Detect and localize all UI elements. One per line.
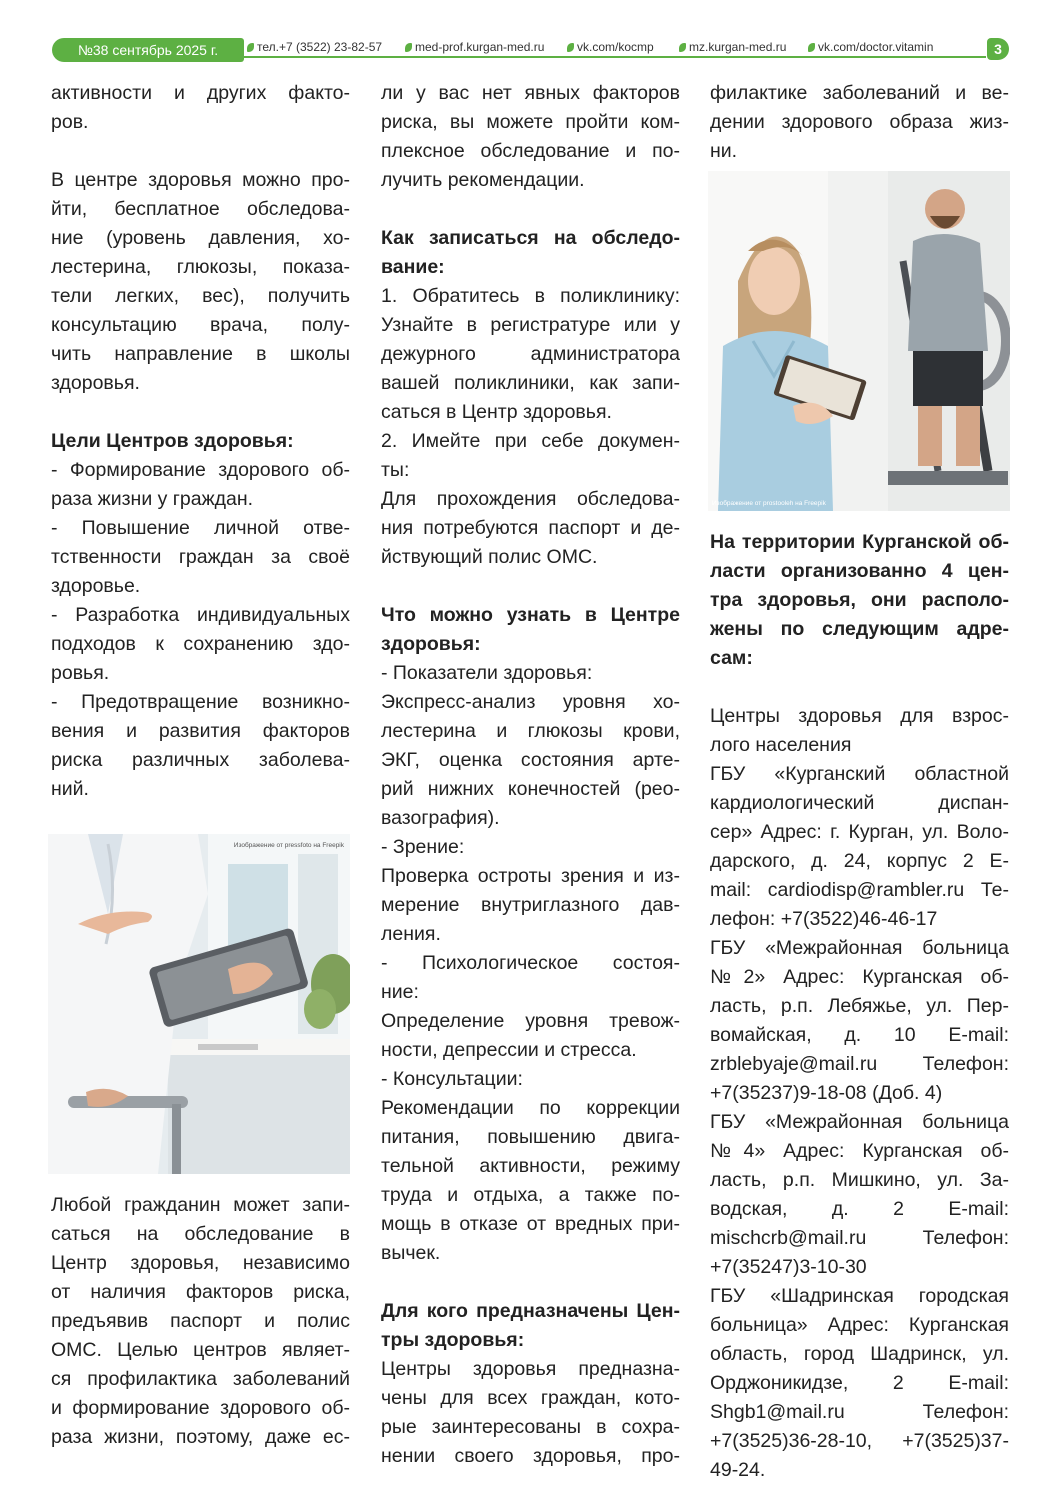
text-line: ний. — [51, 778, 89, 800]
text-line: Центр здоровья, независимо — [51, 1252, 350, 1274]
column-3-text — [710, 79, 1009, 166]
text-line: ние (уровень давления, хо- — [51, 227, 350, 249]
address-line: ГБУ «Межрайонная больница — [710, 1111, 1009, 1133]
section-heading-who-is-it-for: Для кого предназначены Цен- — [381, 1300, 680, 1322]
text-line: риска, вы можете пройти ком- — [381, 111, 680, 133]
section-heading-locations: ласти организованно 4 цен- — [710, 560, 1009, 582]
text-line: плексное обследование и по- — [381, 140, 680, 162]
text-line: йствующий полис ОМС. — [381, 546, 598, 568]
text-line: ние: — [381, 981, 419, 1003]
phone-line: +7(3525)36-28-10, +7(3525)37- — [710, 1430, 1009, 1452]
page-header — [0, 0, 1061, 70]
nurse-illustration — [708, 171, 1010, 511]
doctor-illustration — [48, 834, 350, 1174]
leaf-icon — [405, 43, 412, 52]
text-line: тственности граждан за своё — [51, 546, 350, 568]
address-line: ГБУ «Межрайонная больница — [710, 937, 1009, 959]
text-line: Проверка остроты зрения и из- — [381, 865, 680, 887]
text-line: мощь в отказе от вредных при- — [381, 1213, 680, 1235]
leaf-icon — [808, 43, 815, 52]
contact-vk-doctor-link[interactable]: vk.com/doctor.vitamin — [808, 38, 933, 56]
address-line: дарского, д. 24, корпус 2 E- — [710, 850, 1009, 872]
text-line: ни. — [710, 140, 738, 162]
text-line: йти, бесплатное обследова- — [51, 198, 350, 220]
email-line: mischcrb@mail.ru Телефон: — [710, 1227, 1009, 1249]
text-line: - Формирование здорового об- — [51, 459, 350, 481]
leaf-icon — [247, 43, 254, 52]
text-line: лучить рекомендации. — [381, 169, 585, 191]
text-line: лого населения — [710, 734, 852, 756]
text-line: лестерина, глюкозы, показа- — [51, 256, 350, 278]
section-heading-locations: тра здоровья, они располо- — [710, 589, 1009, 611]
text-line: дении здорового образа жиз- — [710, 111, 1009, 133]
address-line: кардиологический диспан- — [710, 792, 1009, 814]
address-line: ГБУ «Шадринская городская — [710, 1285, 1009, 1307]
image-credit: Изображение от prostooleh на Freepik — [712, 500, 826, 507]
issue-badge: №38 сентябрь 2025 г. — [52, 38, 244, 62]
address-line: ласть, р.п. Лебяжье, ул. Пер- — [710, 995, 1009, 1017]
text-line: ров. — [51, 111, 89, 133]
section-heading-how-to-register: вание: — [381, 256, 445, 278]
image-credit: Изображение от pressfoto на Freepik — [233, 842, 344, 849]
text-line: ся профилактика заболеваний — [51, 1368, 350, 1390]
address-line: Орджоникидзе, 2 E-mail: — [710, 1372, 1009, 1394]
text-line: Центры здоровья для взрос- — [710, 705, 1009, 727]
text-line: филактике заболеваний и ве- — [710, 82, 1009, 104]
text-line: чены для всех граждан, кото- — [381, 1387, 680, 1409]
page-number: 3 — [987, 38, 1009, 60]
address-line: сер» Адрес: г. Курган, ул. Воло- — [710, 821, 1009, 843]
nurse-gym-photo — [708, 171, 1010, 511]
text-line: вения и развития факторов — [51, 720, 350, 742]
section-heading-locations: сам: — [710, 647, 753, 669]
text-line: чить направление в школы — [51, 343, 350, 365]
text-line: предъявив паспорт и полис — [51, 1310, 350, 1332]
text-line: тельной активности, режиму — [381, 1155, 680, 1177]
address-line: ГБУ «Курганский областной — [710, 763, 1009, 785]
text-line: и формирование здорового об- — [51, 1397, 350, 1419]
contact-mz-link[interactable]: mz.kurgan-med.ru — [679, 38, 786, 56]
text-line: лестерина и глюкозы крови, — [381, 720, 680, 742]
phone-line: +7(35247)3-10-30 — [710, 1256, 867, 1278]
address-line: область, город Шадринск, ул. — [710, 1343, 1009, 1365]
section-heading-goals: Цели Центров здоровья: — [51, 430, 294, 452]
text-line: нении своего здоровья, про- — [381, 1445, 680, 1467]
text-line: саться в Центр здоровья. — [381, 401, 612, 423]
text-line: - Предотвращение возникно- — [51, 691, 350, 713]
text-line: саться на обследование в — [51, 1223, 350, 1245]
text-line: Для прохождения обследова- — [381, 488, 680, 510]
section-heading-how-to-register: Как записаться на обследо- — [381, 227, 680, 249]
text-line: мерение внутриглазного дав- — [381, 894, 680, 916]
section-heading-who-is-it-for: тры здоровья: — [381, 1329, 525, 1351]
email-line: mail: cardiodisp@rambler.ru Те- — [710, 879, 1009, 901]
text-line: Любой гражданин может запи- — [51, 1194, 350, 1216]
text-line: - Зрение: — [381, 836, 465, 858]
contact-vk-kocmp-link[interactable]: vk.com/kocmp — [567, 38, 654, 56]
text-line: ОМС. Целью центров являет- — [51, 1339, 350, 1361]
email-line: zrblebyaje@mail.ru Телефон: — [710, 1053, 1009, 1075]
text-line: тели легких, вес), получить — [51, 285, 350, 307]
text-line: ности, депрессии и стресса. — [381, 1039, 637, 1061]
address-line: №4» Адрес: Курганская об- — [710, 1140, 1009, 1162]
leaf-icon — [679, 43, 686, 52]
text-line: - Показатели здоровья: — [381, 662, 593, 684]
text-line: активности и других факто- — [51, 82, 350, 104]
address-line: вомайская, д. 10 E-mail: — [710, 1024, 1009, 1046]
text-line: 2. Имейте при себе докумен- — [381, 430, 680, 452]
email-line: Shgb1@mail.ru Телефон: — [710, 1401, 1009, 1423]
text-line: ровья. — [51, 662, 110, 684]
text-line: Рекомендации по коррекции — [381, 1097, 680, 1119]
leaf-icon — [567, 43, 574, 52]
contact-site-link[interactable]: med-prof.kurgan-med.ru — [405, 38, 544, 56]
section-heading-locations: жены по следующим адре- — [710, 618, 1009, 640]
phone-line: +7(35237)9-18-08 (Доб. 4) — [710, 1082, 943, 1104]
text-line: рий нижних конечностей (рео- — [381, 778, 680, 800]
text-line: Узнайте в регистратуре или у — [381, 314, 680, 336]
text-line: вычек. — [381, 1242, 441, 1264]
header-rule — [230, 56, 986, 58]
text-line: от наличия факторов риска, — [51, 1281, 350, 1303]
text-line: раза жизни, поэтому, даже ес- — [51, 1426, 350, 1448]
text-line: рые заинтересованы в сохра- — [381, 1416, 680, 1438]
section-heading-what-to-learn: Что можно узнать в Центре — [381, 604, 680, 626]
text-line: Центры здоровья предназна- — [381, 1358, 680, 1380]
address-line: ласть, р.п. Мишкино, ул. За- — [710, 1169, 1009, 1191]
column-3-bottom-text — [710, 528, 1009, 1485]
text-line: раза жизни у граждан. — [51, 488, 254, 510]
text-line: ления. — [381, 923, 441, 945]
contact-bar — [247, 38, 987, 56]
contact-phone: тел.+7 (3522) 23-82-57 — [247, 38, 382, 56]
address-line: №2» Адрес: Курганская об- — [710, 966, 1009, 988]
text-line: - Психологическое состоя- — [381, 952, 680, 974]
text-line: вашей поликлиники, как запи- — [381, 372, 680, 394]
text-line: ния потребуются паспорт и де- — [381, 517, 680, 539]
section-heading-what-to-learn: здоровья: — [381, 633, 481, 655]
text-line: Определение уровня тревож- — [381, 1010, 680, 1032]
text-line: В центре здоровья можно про- — [51, 169, 350, 191]
text-line: - Повышение личной отве- — [51, 517, 350, 539]
column-1-bottom-text — [51, 1191, 350, 1452]
text-line: дежурного администратора — [381, 343, 680, 365]
text-line: риска различных заболева- — [51, 749, 350, 771]
phone-line: лефон: +7(3522)46-46-17 — [710, 908, 938, 930]
text-line: здоровья. — [51, 372, 140, 394]
text-line: питания, повышению двига- — [381, 1126, 680, 1148]
text-line: Экспресс-анализ уровня хо- — [381, 691, 680, 713]
text-line: труда и отдыха, а также по- — [381, 1184, 680, 1206]
text-line: здоровье. — [51, 575, 141, 597]
text-line: - Разработка индивидуальных — [51, 604, 350, 626]
doctor-tablet-photo — [48, 834, 350, 1174]
section-heading-locations: На территории Курганской об- — [710, 531, 1009, 553]
text-line: подходов к сохранению здо- — [51, 633, 350, 655]
text-line: вазография). — [381, 807, 500, 829]
column-2-text — [381, 79, 680, 1471]
phone-line: 49-24. — [710, 1459, 766, 1481]
text-line: ли у вас нет явных факторов — [381, 82, 680, 104]
text-line: - Консультации: — [381, 1068, 523, 1090]
text-line: 1. Обратитесь в поликлинику: — [381, 285, 680, 307]
text-line: ЭКГ, оценка состояния арте- — [381, 749, 680, 771]
address-line: больница» Адрес: Курганская — [710, 1314, 1009, 1336]
text-line: консультацию врача, полу- — [51, 314, 350, 336]
column-1-text — [51, 79, 350, 804]
address-line: водская, д. 2 E-mail: — [710, 1198, 1009, 1220]
text-line: ты: — [381, 459, 410, 481]
